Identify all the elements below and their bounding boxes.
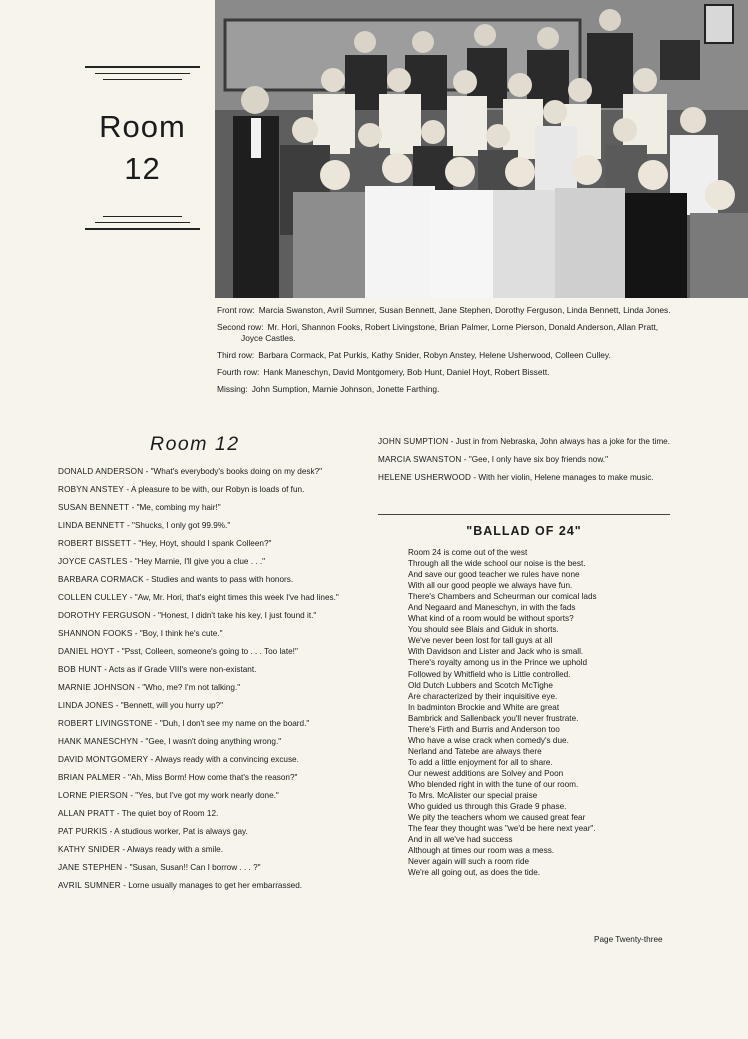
poem-line: And in all we've had success: [408, 835, 513, 845]
poem-line: What kind of a room would be without sports?: [408, 614, 574, 624]
quote-item: KATHY SNIDER - Always ready with a smile.: [58, 845, 223, 854]
poem-line: Followed by Whitfield who is Little controlled.: [408, 669, 571, 679]
quote-item: BOB HUNT - Acts as if Grade VIII's were non-existant.: [58, 665, 257, 674]
caption-missing: Missing: John Sumption, Marnie Johnson, Jonette Farthing.: [217, 384, 440, 394]
quotes-right-column: [378, 436, 674, 490]
poem-line: With all our good people we always have fun.: [408, 581, 573, 591]
section-title: Room 12: [150, 433, 240, 455]
poem-line: There's Firth and Burris and Anderson too: [408, 724, 560, 734]
title-line-2: 12: [124, 151, 161, 186]
quote-item: SHANNON FOOKS - "Boy, I think he's cute.": [58, 629, 223, 638]
class-photo: [215, 0, 748, 298]
quote-item: DONALD ANDERSON - "What's everybody's books doing on my desk?": [58, 467, 323, 476]
class-photo-image: [215, 0, 748, 298]
quote-item: HANK MANESCHYN - "Gee, I wasn't doing anything wrong.": [58, 737, 282, 746]
quote-item: MARCIA SWANSTON - "Gee, I only have six boy friends now.": [378, 455, 608, 464]
title-rule-bottom: [85, 162, 200, 230]
poem-line: Nerland and Tatebe are always there: [408, 746, 542, 756]
quote-item: JOYCE CASTLES - "Hey Marnie, I'll give you a clue . . .": [58, 557, 266, 566]
quote-item: AVRIL SUMNER - Lorne usually manages to get her embarrassed.: [58, 881, 303, 890]
poem-line: Bambrick and Sallenback you'll never frustrate.: [408, 713, 579, 723]
poem-line: Our newest additions are Solvey and Poon: [408, 768, 564, 778]
quote-item: LINDA JONES - "Bennett, will you hurry up?": [58, 701, 224, 710]
poem-line: You should see Blais and Giduk in shorts.: [408, 625, 559, 635]
quote-item: DANIEL HOYT - "Psst, Colleen, someone's going to . . . Too late!": [58, 647, 298, 656]
poem-line: To add a little enjoyment for all to share.: [408, 757, 553, 767]
quote-item: BRIAN PALMER - "Ah, Miss Borm! How come that's the reason?": [58, 773, 298, 782]
poem-line: Who blended right in with the tune of our room.: [408, 779, 579, 789]
quote-item: BARBARA CORMACK - Studies and wants to pass with honors.: [58, 575, 294, 584]
poem-line: There's Chambers and Scheurman our comical lads: [408, 592, 597, 602]
poem-line: The fear they thought was "we'd be here next year".: [408, 824, 596, 834]
caption-third-row: Third row: Barbara Cormack, Pat Purkis, Kathy Snider, Robyn Anstey, Helene Usherwood, Colleen Culley.: [217, 350, 611, 360]
quotes-left-column: [58, 466, 346, 898]
quote-item: DAVID MONTGOMERY - Always ready with a convincing excuse.: [58, 755, 299, 764]
quote-item: MARNIE JOHNSON - "Who, me? I'm not talking.": [58, 683, 241, 692]
poem-line: Room 24 is come out of the west: [408, 548, 528, 557]
quote-item: COLLEN CULLEY - "Aw, Mr. Hori, that's eight times this week I've had lines.": [58, 593, 339, 602]
poem-line: And Negaard and Maneschyn, in with the fads: [408, 603, 576, 613]
quote-item: ROBERT BISSETT - "Hey, Hoyt, should I spank Colleen?": [58, 539, 272, 548]
poem-line: Never again will such a room ride: [408, 857, 530, 867]
quote-item: HELENE USHERWOOD - With her violin, Helene manages to make music.: [378, 473, 654, 482]
poem-line: And save our good teacher we rules have none: [408, 570, 580, 580]
ballad-title: "BALLAD OF 24": [466, 524, 582, 538]
photo-captions: [217, 305, 677, 401]
poem-line: There's royalty among us in the Prince we uphold: [408, 658, 588, 668]
poem-line: Who have a wise crack when comedy's due.: [408, 735, 569, 745]
quote-item: LINDA BENNETT - "Shucks, I only got 99.9%.": [58, 521, 231, 530]
poem-line: Although at times our room was a mess.: [408, 846, 555, 856]
poem-line: We've never been lost for tall guys at all: [408, 636, 553, 646]
quote-item: LORNE PIERSON - "Yes, but I've got my work nearly done.": [58, 791, 279, 800]
poem-line: Through all the wide school our noise is the best.: [408, 559, 586, 569]
ballad-divider: [378, 514, 670, 515]
caption-front-row: Front row: Marcia Swanston, Avril Sumner, Susan Bennett, Jane Stephen, Dorothy Ferguson, Linda Bennett, Linda Jones.: [217, 305, 671, 315]
caption-second-row: Second row: Mr. Hori, Shannon Fooks, Robert Livingstone, Brian Palmer, Lorne Pierson, Donald Anderson, Allan Pratt, Joyce Castles.: [217, 322, 659, 343]
poem-line: We pity the teachers whom we caused great fear: [408, 813, 586, 823]
quote-item: SUSAN BENNETT - "Me, combing my hair!": [58, 503, 221, 512]
poem-line: We're all going out, as does the tide.: [408, 868, 541, 878]
quote-item: ROBERT LIVINGSTONE - "Duh, I don't see my name on the board.": [58, 719, 310, 728]
quote-item: DOROTHY FERGUSON - "Honest, I didn't take his key, I just found it.": [58, 611, 317, 620]
quote-item: PAT PURKIS - A studious worker, Pat is always gay.: [58, 827, 248, 836]
page-number: Page Twenty-three: [594, 935, 663, 944]
quote-item: ALLAN PRATT - The quiet boy of Room 12.: [58, 809, 219, 818]
poem-line: In badminton Brockie and White are great: [408, 702, 560, 712]
quote-item: JANE STEPHEN - "Susan, Susan!! Can I borrow . . . ?": [58, 863, 261, 872]
quote-item: ROBYN ANSTEY - A pleasure to be with, our Robyn is loads of fun.: [58, 485, 305, 494]
poem-line: With Davidson and Lister and Jack who is small.: [408, 647, 584, 657]
poem-line: Who guided us through this Grade 9 phase.: [408, 802, 567, 812]
title-line-1: Room: [99, 109, 186, 144]
quote-item: JOHN SUMPTION - Just in from Nebraska, John always has a joke for the time.: [378, 437, 670, 446]
ballad-poem: [408, 547, 688, 878]
poem-line: Are characterized by their inquisitive eye.: [408, 691, 558, 701]
poem-line: Old Dutch Lubbers and Scotch McTighe: [408, 680, 553, 690]
caption-fourth-row: Fourth row: Hank Maneschyn, David Montgomery, Bob Hunt, Daniel Hoyt, Robert Bissett.: [217, 367, 550, 377]
poem-line: To Mrs. McAlister our special praise: [408, 791, 538, 801]
